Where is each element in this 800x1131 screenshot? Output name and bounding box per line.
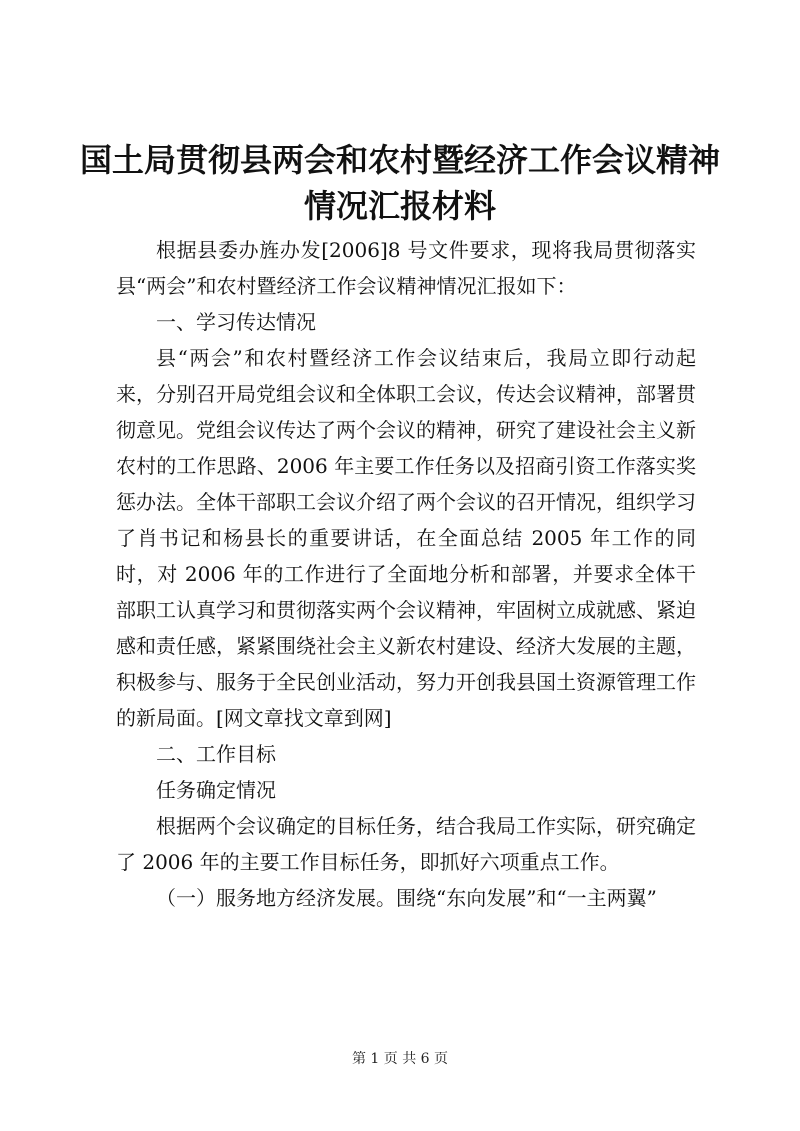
paragraph-item-1: （一）服务地方经济发展。围绕“东向发展”和“一主两翼”: [156, 886, 657, 910]
document-body: [116, 232, 696, 916]
paragraph-task: 根据两个会议确定的目标任务，结合我局工作实际，研究确定了 2006 年的主要工作目标任务，即抓好六项重点工作。: [116, 814, 696, 874]
page-footer: 第 1 页 共 6 页: [351, 1051, 449, 1067]
document-title-line1: 国土局贯彻县两会和农村暨经济工作会议精神: [80, 141, 721, 179]
document-title-line2: 情况汇报材料: [303, 187, 496, 225]
paragraph-study: 县“两会”和农村暨经济工作会议结束后，我局立即行动起来，分别召开局党组会议和全体职工会议，传达会议精神，部署贯彻意见。党组会议传达了两个会议的精神，研究了建设社会主义新农村的工作思路、2006 年主要工作任务以及招商引资工作落实奖惩办法。全体干部职工会议介绍了两个会议的召开情况，组织学习了肖书记和杨县长的重要讲话，在全面总结 2005 年工作的同时，对 2006 年的工作进行了全面地分析和部署，并要求全体干部职工认真学习和贯彻落实两个会议精神，牢固树立成就感、紧迫感和责任感，紧紧围绕社会主义新农村建设、经济大发展的主题，积极参与、服务于全民创业活动，努力开创我县国土资源管理工作的新局面。[网文章找文章到网]: [116, 346, 696, 730]
section-heading-1: 一、学习传达情况: [156, 310, 316, 334]
subheading-task: 任务确定情况: [156, 778, 276, 802]
paragraph-intro: 根据县委办旌办发[2006]8 号文件要求，现将我局贯彻落实县“两会”和农村暨经济工作会议精神情况汇报如下：: [116, 238, 696, 298]
section-heading-2: 二、工作目标: [156, 742, 276, 766]
